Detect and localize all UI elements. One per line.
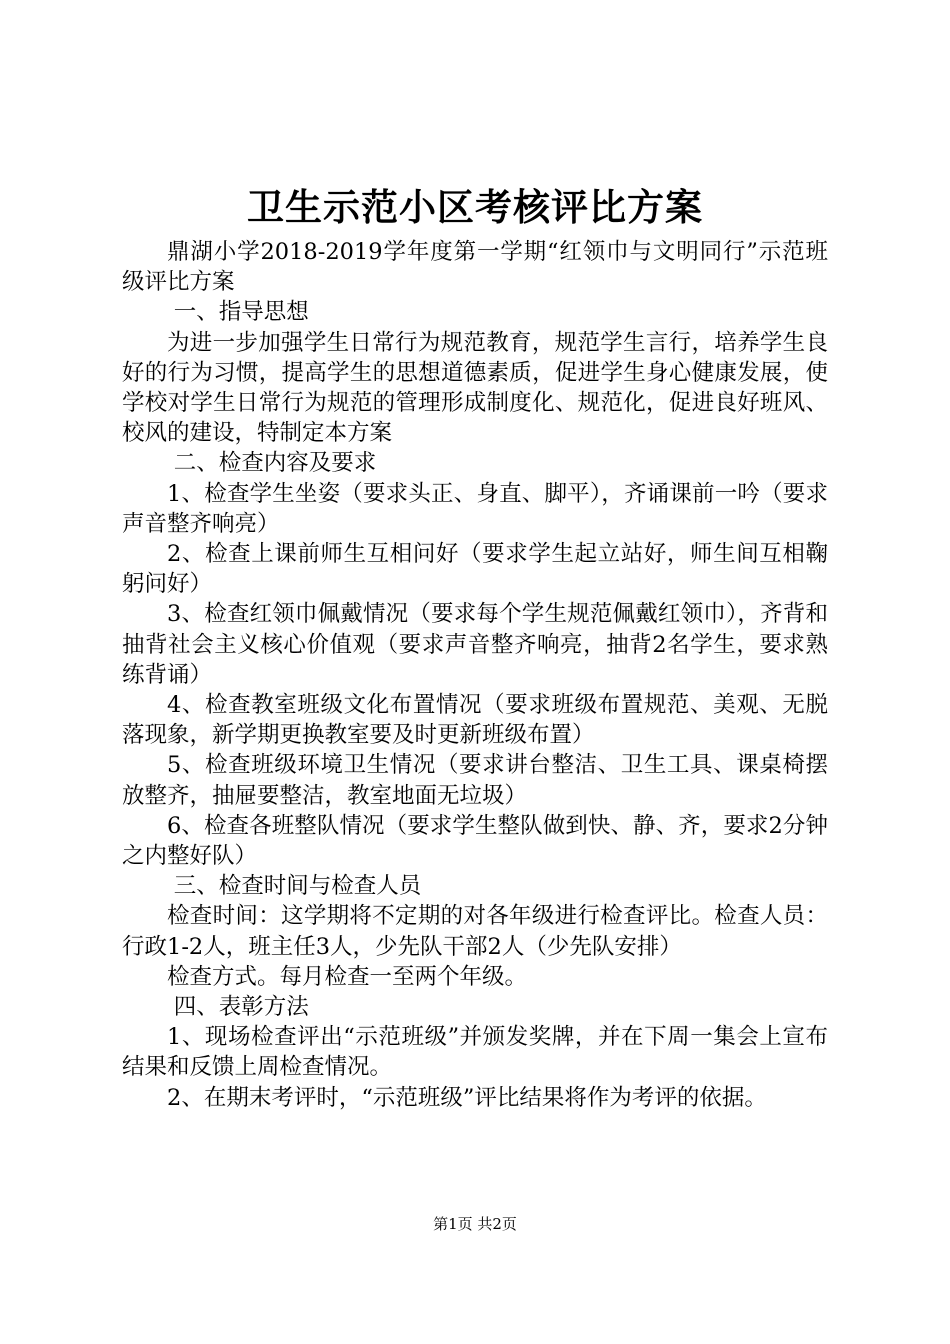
inspection-item-1: 1、检查学生坐姿（要求头正、身直、脚平），齐诵课前一吟（要求声音整齐响亮） [122, 480, 828, 537]
document-body [122, 237, 828, 1113]
inspection-item-6: 6、检查各班整队情况（要求学生整队做到快、静、齐，要求2分钟之内整好队） [122, 812, 828, 870]
inspection-item-3: 3、检查红领巾佩戴情况（要求每个学生规范佩戴红领巾），齐背和抽背社会主义核心价值观（要求声音整齐响亮，抽背2名学生，要求熟练背诵） [122, 601, 828, 688]
page-footer: 第1页 共2页 [433, 1215, 517, 1233]
section-heading-time-and-staff: 三、检查时间与检查人员 [173, 873, 422, 900]
time-and-staff-paragraph: 检查时间：这学期将不定期的对各年级进行检查评比。检查人员：行政1-2人，班主任3人，少先队干部2人（少先队安排） [122, 903, 828, 960]
intro-paragraph: 鼎湖小学2018-2019学年度第一学期“红领巾与文明同行”示范班级评比方案 [122, 239, 828, 296]
section-heading-commendation: 四、表彰方法 [173, 994, 309, 1021]
inspection-item-4: 4、检查教室班级文化布置情况（要求班级布置规范、美观、无脱落现象，新学期更换教室要及时更新班级布置） [122, 692, 828, 749]
inspection-method-paragraph: 检查方式。每月检查一至两个年级。 [167, 963, 528, 990]
inspection-item-5: 5、检查班级环境卫生情况（要求讲台整洁、卫生工具、课桌椅摆放整齐，抽屉要整洁，教室地面无垃圾） [122, 752, 828, 809]
section-heading-inspection-content: 二、检查内容及要求 [173, 450, 377, 477]
section-heading-guiding-ideology: 一、指导思想 [173, 299, 309, 326]
document-title: 卫生示范小区考核评比方案 [247, 185, 703, 229]
commendation-item-2: 2、在期末考评时，“示范班级”评比结果将作为考评的依据。 [167, 1084, 767, 1111]
guiding-ideology-paragraph: 为进一步加强学生日常行为规范教育，规范学生言行，培养学生良好的行为习惯，提高学生的思想道德素质，促进学生身心健康发展，使学校对学生日常行为规范的管理形成制度化、规范化，促进良好班风、校风的建设，特制定本方案 [122, 329, 828, 447]
commendation-item-1: 1、现场检查评出“示范班级”并颁发奖牌，并在下周一集会上宣布结果和反馈上周检查情况。 [122, 1024, 828, 1081]
inspection-item-2: 2、检查上课前师生互相问好（要求学生起立站好，师生间互相鞠躬问好） [122, 541, 828, 598]
